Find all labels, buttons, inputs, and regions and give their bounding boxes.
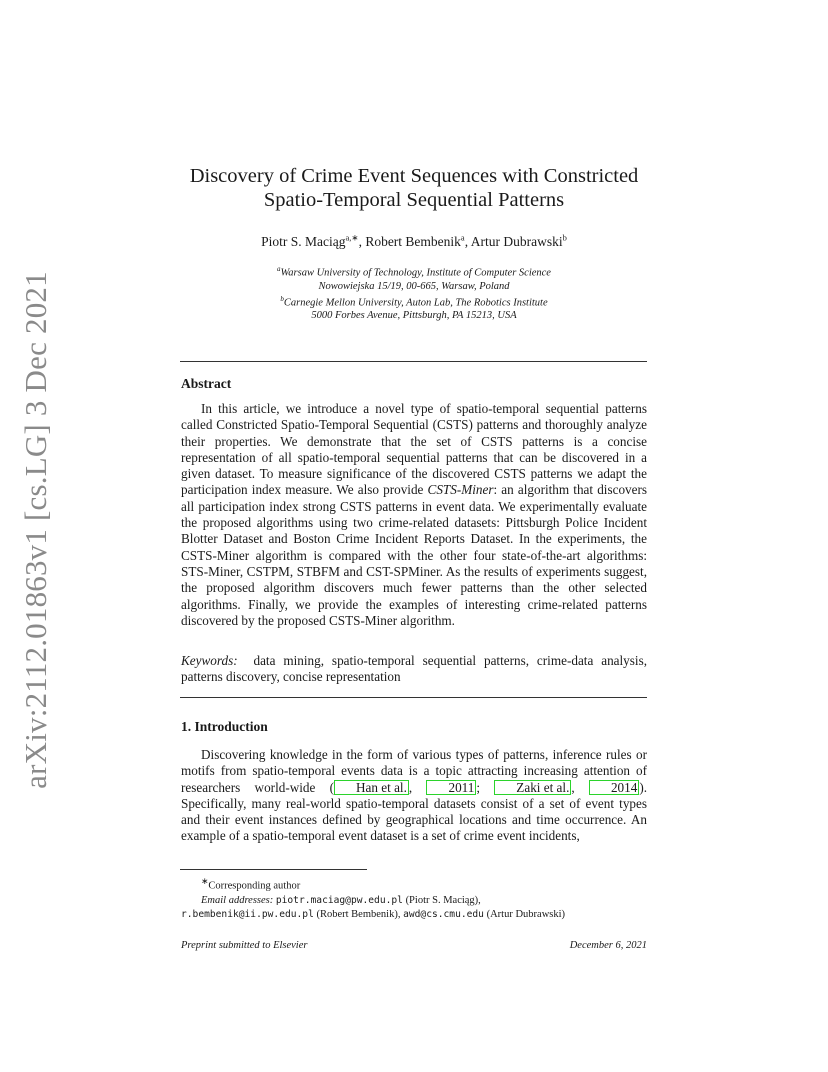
paper-title bbox=[120, 164, 708, 212]
author-1: Piotr S. Maciąg$^{a,∗}$, bbox=[261, 232, 366, 249]
email-dubrawski[interactable]: awd@cs.cmu.edu bbox=[403, 908, 484, 920]
footnote bbox=[181, 874, 647, 922]
footer-preprint: Preprint submitted to Elsevier bbox=[181, 940, 308, 951]
title-line-2: Spatio-Temporal Sequential Patterns bbox=[263, 189, 565, 211]
abstract-bottom-rule bbox=[180, 697, 647, 698]
page-footer bbox=[181, 940, 647, 951]
arxiv-id: arXiv:2112.01863v1 [cs.LG] 3 Dec 2021 bbox=[18, 271, 53, 789]
keywords-text: data mining, spatio-temporal sequential patterns, crime-data analysis, patterns discovery, concise representation bbox=[181, 653, 648, 685]
citation-han-2011[interactable]: Han et al. bbox=[334, 780, 409, 795]
footer-date: December 6, 2021 bbox=[569, 940, 647, 951]
citation-zaki-2014-year[interactable]: 2014 bbox=[589, 780, 639, 795]
footnote-corresponding: ∗Corresponding author bbox=[201, 876, 301, 892]
abstract-text: In this article, we introduce a novel type of spatio-temporal sequential patterns called Constricted Spatio-Temporal Sequential (CSTS) patterns and thoroughly analyze their properties. We demonstrate that the set of CSTS patterns is a concise representation of all spatio-temporal sequential patterns that can be discovered in a given dataset. To measure significance of the discovered CSTS patterns we adapt the participation index measure. We also provide CSTS-Miner: an algorithm that discovers all participation index strong CSTS patterns in event data. We experimentally evaluate the proposed algorithms using two crime-related datasets: Pittsburgh Police Incident Blotter Dataset and Boston Crime Incident Reports Dataset. In the experiments, the CSTS-Miner algorithm is compared with the other four state-of-the-art algorithms: STS-Miner, CSTPM, STBFM and CST-SPMiner. As the results of experiments suggest, the proposed algorithm discovers much fewer patterns than the other selected algorithms. Finally, we provide the examples of interesting crime-related patterns discovered by the proposed CSTS-Miner algorithm. bbox=[181, 401, 648, 628]
abstract-heading: Abstract bbox=[181, 376, 232, 391]
keywords bbox=[181, 653, 647, 686]
citation-zaki-2014[interactable]: Zaki et al. bbox=[494, 780, 571, 795]
arxiv-stamp bbox=[16, 271, 56, 789]
intro-heading: 1. Introduction bbox=[181, 719, 268, 734]
email-maciag[interactable]: piotr.maciag@pw.edu.pl bbox=[275, 894, 403, 906]
keywords-label: Keywords: bbox=[181, 653, 238, 668]
affiliation-a-line-1: $^a$Warsaw University of Technology, Institute of Computer Science bbox=[277, 265, 551, 279]
affiliations bbox=[120, 263, 708, 322]
affiliation-a-line-2: Nowowiejska 15/19, 00-665, Warsaw, Poland bbox=[318, 280, 510, 292]
author-list bbox=[120, 232, 708, 250]
affiliation-b-line-2: 5000 Forbes Avenue, Pittsburgh, PA 15213, USA bbox=[311, 310, 517, 321]
email-bembenik[interactable]: r.bembenik@ii.pw.edu.pl bbox=[181, 908, 314, 920]
abstract-top-rule bbox=[180, 361, 647, 362]
intro-text: Discovering knowledge in the form of various types of patterns, inference rules or motifs from spatio-temporal events data is a topic attracting increasing attention of researchers world-wide ( Han et al. , 2011 ; Zaki et al. , 2014 ). Specifically, many real-world spatio-temporal datasets consist of a set of event types and their event instances defined by geographical locations and time occurrence. An example of a spatio-temporal event dataset is a set of crime event incidents, bbox=[181, 747, 648, 844]
footnote-emails-line-2: r.bembenik@ii.pw.edu.pl (Robert Bembenik), awd@cs.cmu.edu (Artur Dubrawski) bbox=[181, 908, 566, 920]
title-line-1: Discovery of Crime Event Sequences with Constricted bbox=[189, 165, 639, 187]
author-3: Artur Dubrawski$^b$ bbox=[470, 232, 567, 249]
footnote-rule bbox=[180, 869, 367, 870]
author-2: Robert Bembenik$^a$, bbox=[365, 232, 471, 249]
affiliation-b-line-1: $^b$Carnegie Mellon University, Auton Lab, The Robotics Institute bbox=[280, 294, 548, 308]
citation-han-2011-year[interactable]: 2011 bbox=[426, 780, 476, 795]
footnote-emails-line-1: Email addresses: piotr.maciag@pw.edu.pl (Piotr S. Maciąg), bbox=[201, 894, 481, 906]
